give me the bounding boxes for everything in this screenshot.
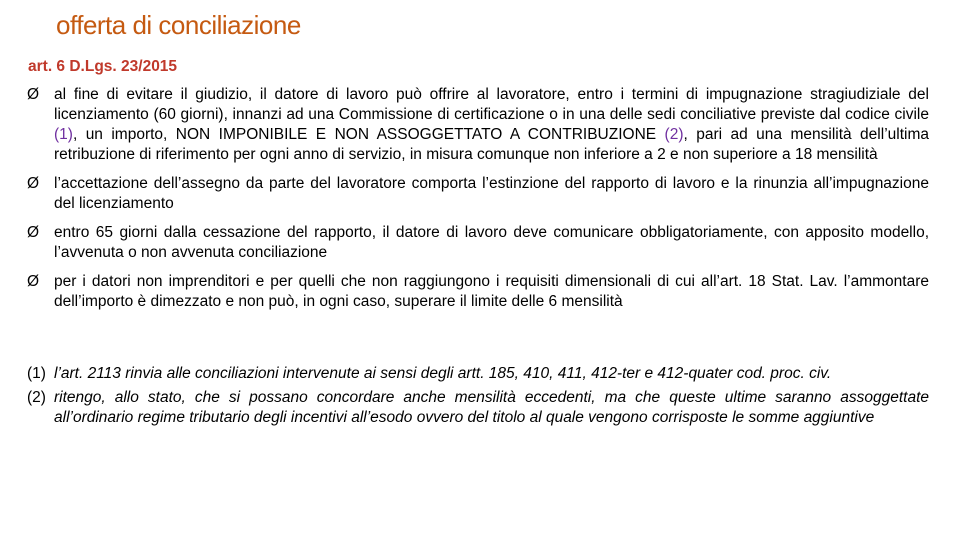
slide-title: offerta di conciliazione <box>56 10 301 40</box>
arrow-bullet-icon: Ø <box>27 175 40 192</box>
bullet-text: l’accettazione dell’assegno da parte del lavoratore comporta l’estinzione del rapporto di lavoro e la rinunzia all’impugnazione del licenziamento <box>54 175 929 212</box>
bullet-list <box>27 85 929 321</box>
bullet-item <box>27 272 929 312</box>
law-reference: art. 6 D.Lgs. 23/2015 <box>28 58 178 75</box>
footnote-ref: (2) <box>664 126 684 143</box>
footnote-number: (1) <box>27 365 46 382</box>
bullet-text: , pari ad una mensilità dell’ultima retribuzione di riferimento per ogni anno di servizio, in misura comunque non inferiore a 2 e non superiore a 18 mensilità <box>54 126 929 163</box>
footnotes <box>27 364 929 432</box>
footnote-number: (2) <box>27 389 46 406</box>
footnote-item <box>27 388 929 428</box>
bullet-text: per i datori non imprenditori e per quelli che non raggiungono i requisiti dimensionali di cui all’art. 18 Stat. Lav. l’ammontare dell’importo è dimezzato e non può, in ogni caso, superare il limite delle 6 mensilità <box>54 273 929 310</box>
bullet-item <box>27 223 929 263</box>
arrow-bullet-icon: Ø <box>27 86 40 103</box>
footnote-text: ritengo, allo stato, che si possano concordare anche mensilità eccedenti, ma che queste ultime saranno assoggettate all’ordinario regime tributario degli incentivi all’esodo ovvero del titolo al quale vengono corrisposte le somme aggiuntive <box>54 389 929 426</box>
footnote-item <box>27 364 929 384</box>
bullet-text: al fine di evitare il giudizio, il datore di lavoro può offrire al lavoratore, entro i termini di impugnazione stragiudiziale del licenziamento (60 giorni), innanzi ad una Commissione di certificazione o in una delle sedi conciliative previste dal codice civile <box>54 86 929 123</box>
bullet-text: entro 65 giorni dalla cessazione del rapporto, il datore di lavoro deve comunicare obbligatoriamente, con apposito modello, l’avvenuta o non avvenuta conciliazione <box>54 224 929 261</box>
bullet-text: , un importo, NON IMPONIBILE E NON ASSOGGETTATO A CONTRIBUZIONE <box>72 126 665 143</box>
bullet-item <box>27 174 929 214</box>
arrow-bullet-icon: Ø <box>27 273 40 290</box>
arrow-bullet-icon: Ø <box>27 224 40 241</box>
footnote-text: l’art. 2113 rinvia alle conciliazioni intervenute ai sensi degli artt. 185, 410, 411, 412-ter e 412-quater cod. proc. civ. <box>54 365 832 382</box>
footnote-ref: (1) <box>54 126 73 143</box>
bullet-item <box>27 85 929 165</box>
